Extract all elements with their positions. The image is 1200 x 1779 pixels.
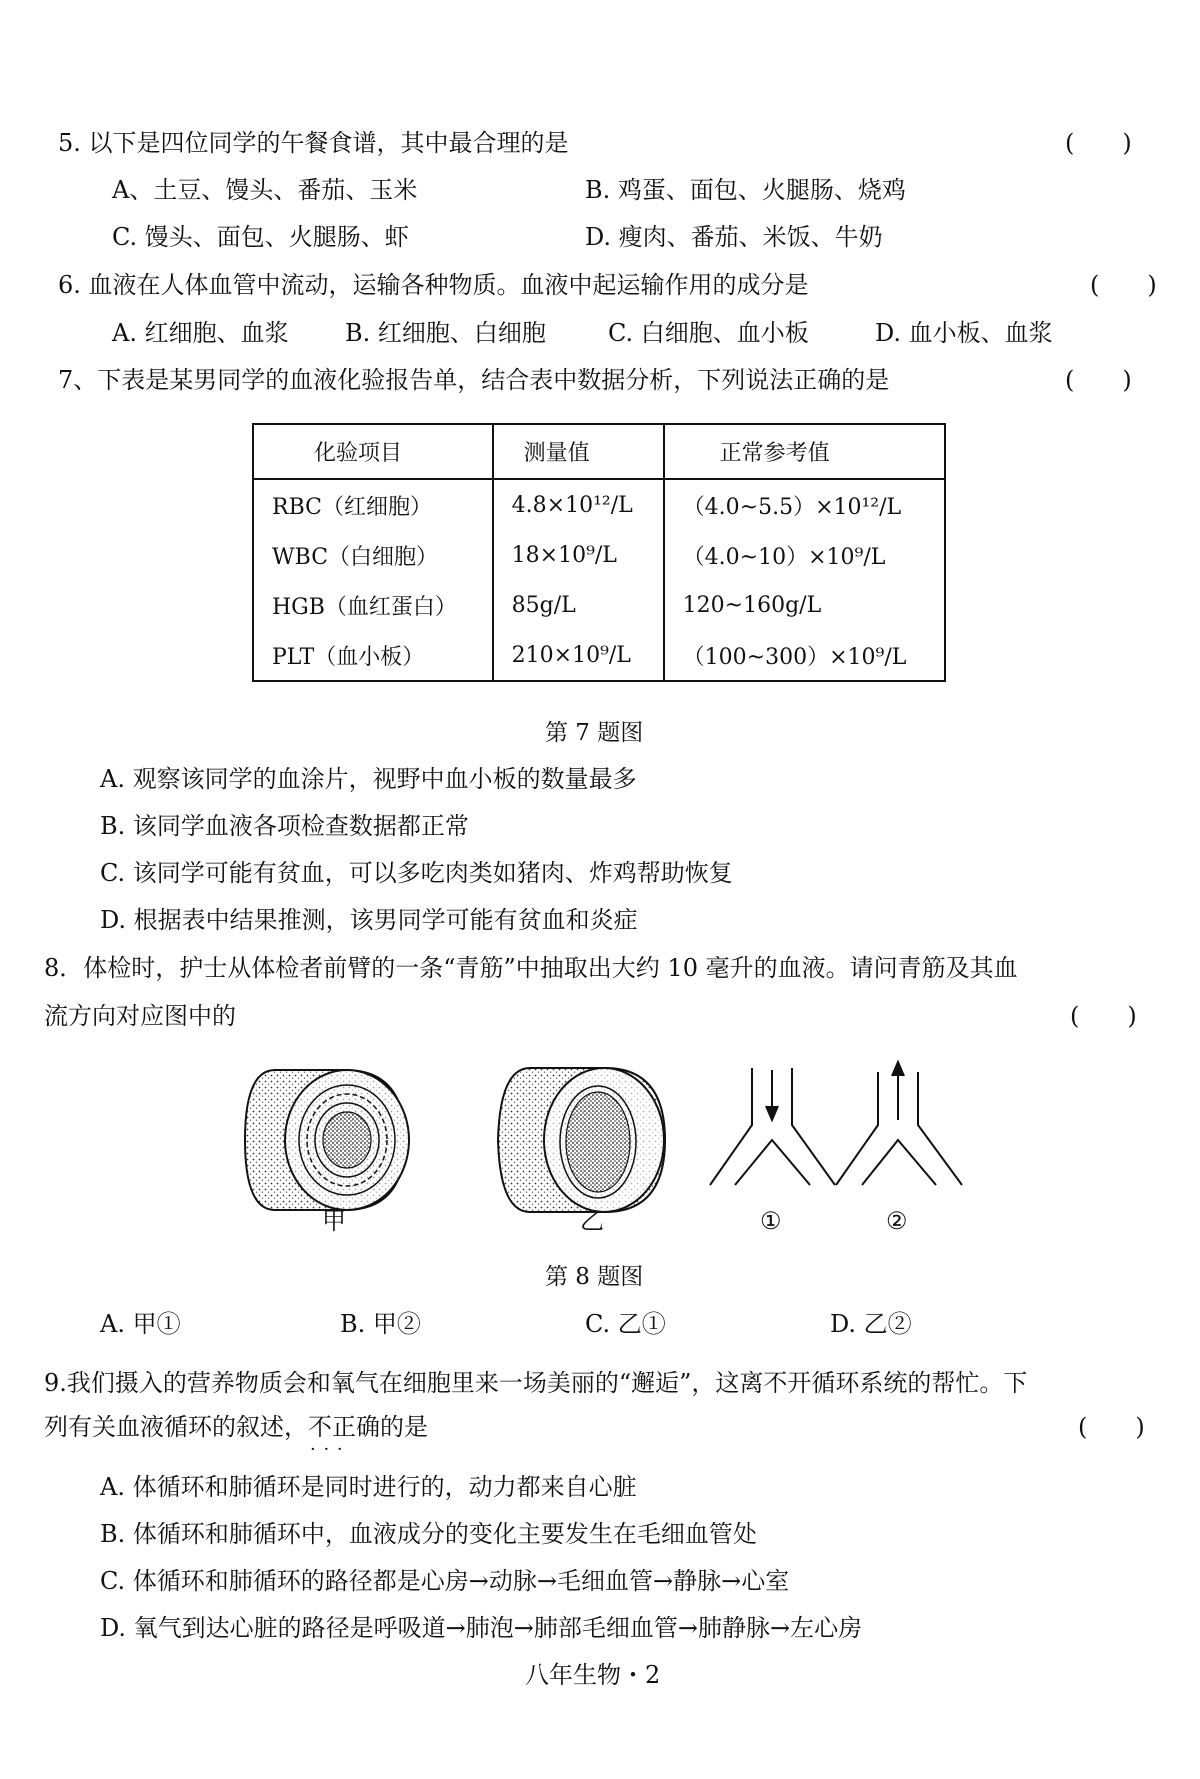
blood-test-table bbox=[252, 423, 946, 682]
q7-option-a: A. 观察该同学的血涂片，视野中血小板的数量最多 bbox=[100, 765, 637, 793]
q8-option-d: D. 乙② bbox=[830, 1310, 912, 1338]
q9-stem-text-end: 的是 bbox=[380, 1413, 428, 1441]
q7-figure-caption: 第 7 题图 bbox=[545, 720, 644, 746]
q8-option-a: A. 甲① bbox=[100, 1310, 181, 1338]
vessel-yi-icon bbox=[498, 1068, 665, 1212]
q5-stem: 5. 以下是四位同学的午餐食谱，其中最合理的是 bbox=[58, 129, 569, 157]
figure-label-1: ① bbox=[760, 1207, 782, 1235]
q9-stem-line1: 9.我们摄入的营养物质会和氧气在细胞里来一场美丽的“邂逅”，这离不开循环系统的帮忙。下 bbox=[44, 1369, 1028, 1397]
q5-option-c: C. 馒头、面包、火腿肠、虾 bbox=[112, 223, 409, 251]
table-cell: HGB（血红蛋白） bbox=[253, 580, 493, 630]
q9-answer-paren: ( ) bbox=[1078, 1413, 1157, 1441]
q5-option-b: B. 鸡蛋、面包、火腿肠、烧鸡 bbox=[585, 176, 906, 204]
vessel-jia-icon bbox=[245, 1070, 409, 1210]
q7-option-b: B. 该同学血液各项检查数据都正常 bbox=[100, 812, 469, 840]
q7-option-d: D. 根据表中结果推测，该男同学可能有贫血和炎症 bbox=[100, 906, 638, 934]
figure-label-jia: 甲 bbox=[322, 1207, 346, 1235]
q9-option-d: D. 氧气到达心脏的路径是呼吸道→肺泡→肺部毛细血管→肺静脉→左心房 bbox=[100, 1614, 863, 1642]
q5-option-a: A、土豆、馒头、番茄、玉米 bbox=[112, 176, 418, 204]
table-header-row bbox=[253, 424, 945, 479]
q8-answer-paren: ( ) bbox=[1070, 1002, 1149, 1030]
table-cell: 210×10⁹/L bbox=[493, 630, 664, 681]
table-cell: 85g/L bbox=[493, 580, 664, 630]
table-row bbox=[253, 479, 945, 530]
table-cell: 120~160g/L bbox=[664, 580, 945, 630]
q6-option-d: D. 血小板、血浆 bbox=[875, 319, 1053, 347]
q7-answer-paren: ( ) bbox=[1065, 366, 1144, 394]
q5-option-d: D. 瘦肉、番茄、米饭、牛奶 bbox=[585, 223, 883, 251]
q8-option-b: B. 甲② bbox=[340, 1310, 421, 1338]
page-footer: 八年生物・2 bbox=[525, 1661, 661, 1689]
table-header: 测量值 bbox=[493, 424, 664, 479]
table-row bbox=[253, 530, 945, 580]
table-cell: （4.0~10）×10⁹/L bbox=[664, 530, 945, 580]
q6-stem: 6. 血液在人体血管中流动，运输各种物质。血液中起运输作用的成分是 bbox=[58, 271, 809, 299]
q9-stem-text: 列有关血液循环的叙述， bbox=[44, 1413, 308, 1441]
table-row bbox=[253, 630, 945, 681]
q8-figure-caption: 第 8 题图 bbox=[545, 1264, 644, 1290]
q6-option-a: A. 红细胞、血浆 bbox=[112, 319, 289, 347]
table-cell: 4.8×10¹²/L bbox=[493, 479, 664, 530]
table-cell: WBC（白细胞） bbox=[253, 530, 493, 580]
table-cell: 18×10⁹/L bbox=[493, 530, 664, 580]
q9-option-b: B. 体循环和肺循环中，血液成分的变化主要发生在毛细血管处 bbox=[100, 1520, 757, 1548]
table-header: 化验项目 bbox=[253, 424, 493, 479]
q5-answer-paren: ( ) bbox=[1065, 129, 1144, 157]
q7-option-c: C. 该同学可能有贫血，可以多吃肉类如猪肉、炸鸡帮助恢复 bbox=[100, 859, 733, 887]
table-cell: RBC（红细胞） bbox=[253, 479, 493, 530]
q9-emphasis-text: 不正确 · · · bbox=[308, 1413, 380, 1441]
q6-option-c: C. 白细胞、血小板 bbox=[608, 319, 809, 347]
figure-label-2: ② bbox=[886, 1207, 908, 1235]
table-cell: （4.0~5.5）×10¹²/L bbox=[664, 479, 945, 530]
branch-diagram-2-icon bbox=[836, 1062, 962, 1185]
q9-option-a: A. 体循环和肺循环是同时进行的，动力都来自心脏 bbox=[100, 1473, 637, 1501]
table-header: 正常参考值 bbox=[664, 424, 945, 479]
q6-answer-paren: ( ) bbox=[1090, 271, 1169, 299]
q9-option-c: C. 体循环和肺循环的路径都是心房→动脉→毛细血管→静脉→心室 bbox=[100, 1567, 790, 1595]
q8-stem-line2: 流方向对应图中的 bbox=[44, 1002, 236, 1030]
branch-diagram-1-icon bbox=[710, 1068, 835, 1185]
q6-option-b: B. 红细胞、白细胞 bbox=[345, 319, 546, 347]
table-cell: PLT（血小板） bbox=[253, 630, 493, 681]
table-row bbox=[253, 580, 945, 630]
q7-stem: 7、下表是某男同学的血液化验报告单，结合表中数据分析，下列说法正确的是 bbox=[58, 366, 890, 394]
table-cell: （100~300）×10⁹/L bbox=[664, 630, 945, 681]
figure-label-yi: 乙 bbox=[580, 1207, 604, 1235]
q8-stem-line1: 8．体检时，护士从体检者前臂的一条“青筋”中抽取出大约 10 毫升的血液。请问青筋及其血 bbox=[44, 954, 1018, 982]
q9-stem-line2 bbox=[44, 1412, 428, 1442]
q8-option-c: C. 乙① bbox=[585, 1310, 666, 1338]
